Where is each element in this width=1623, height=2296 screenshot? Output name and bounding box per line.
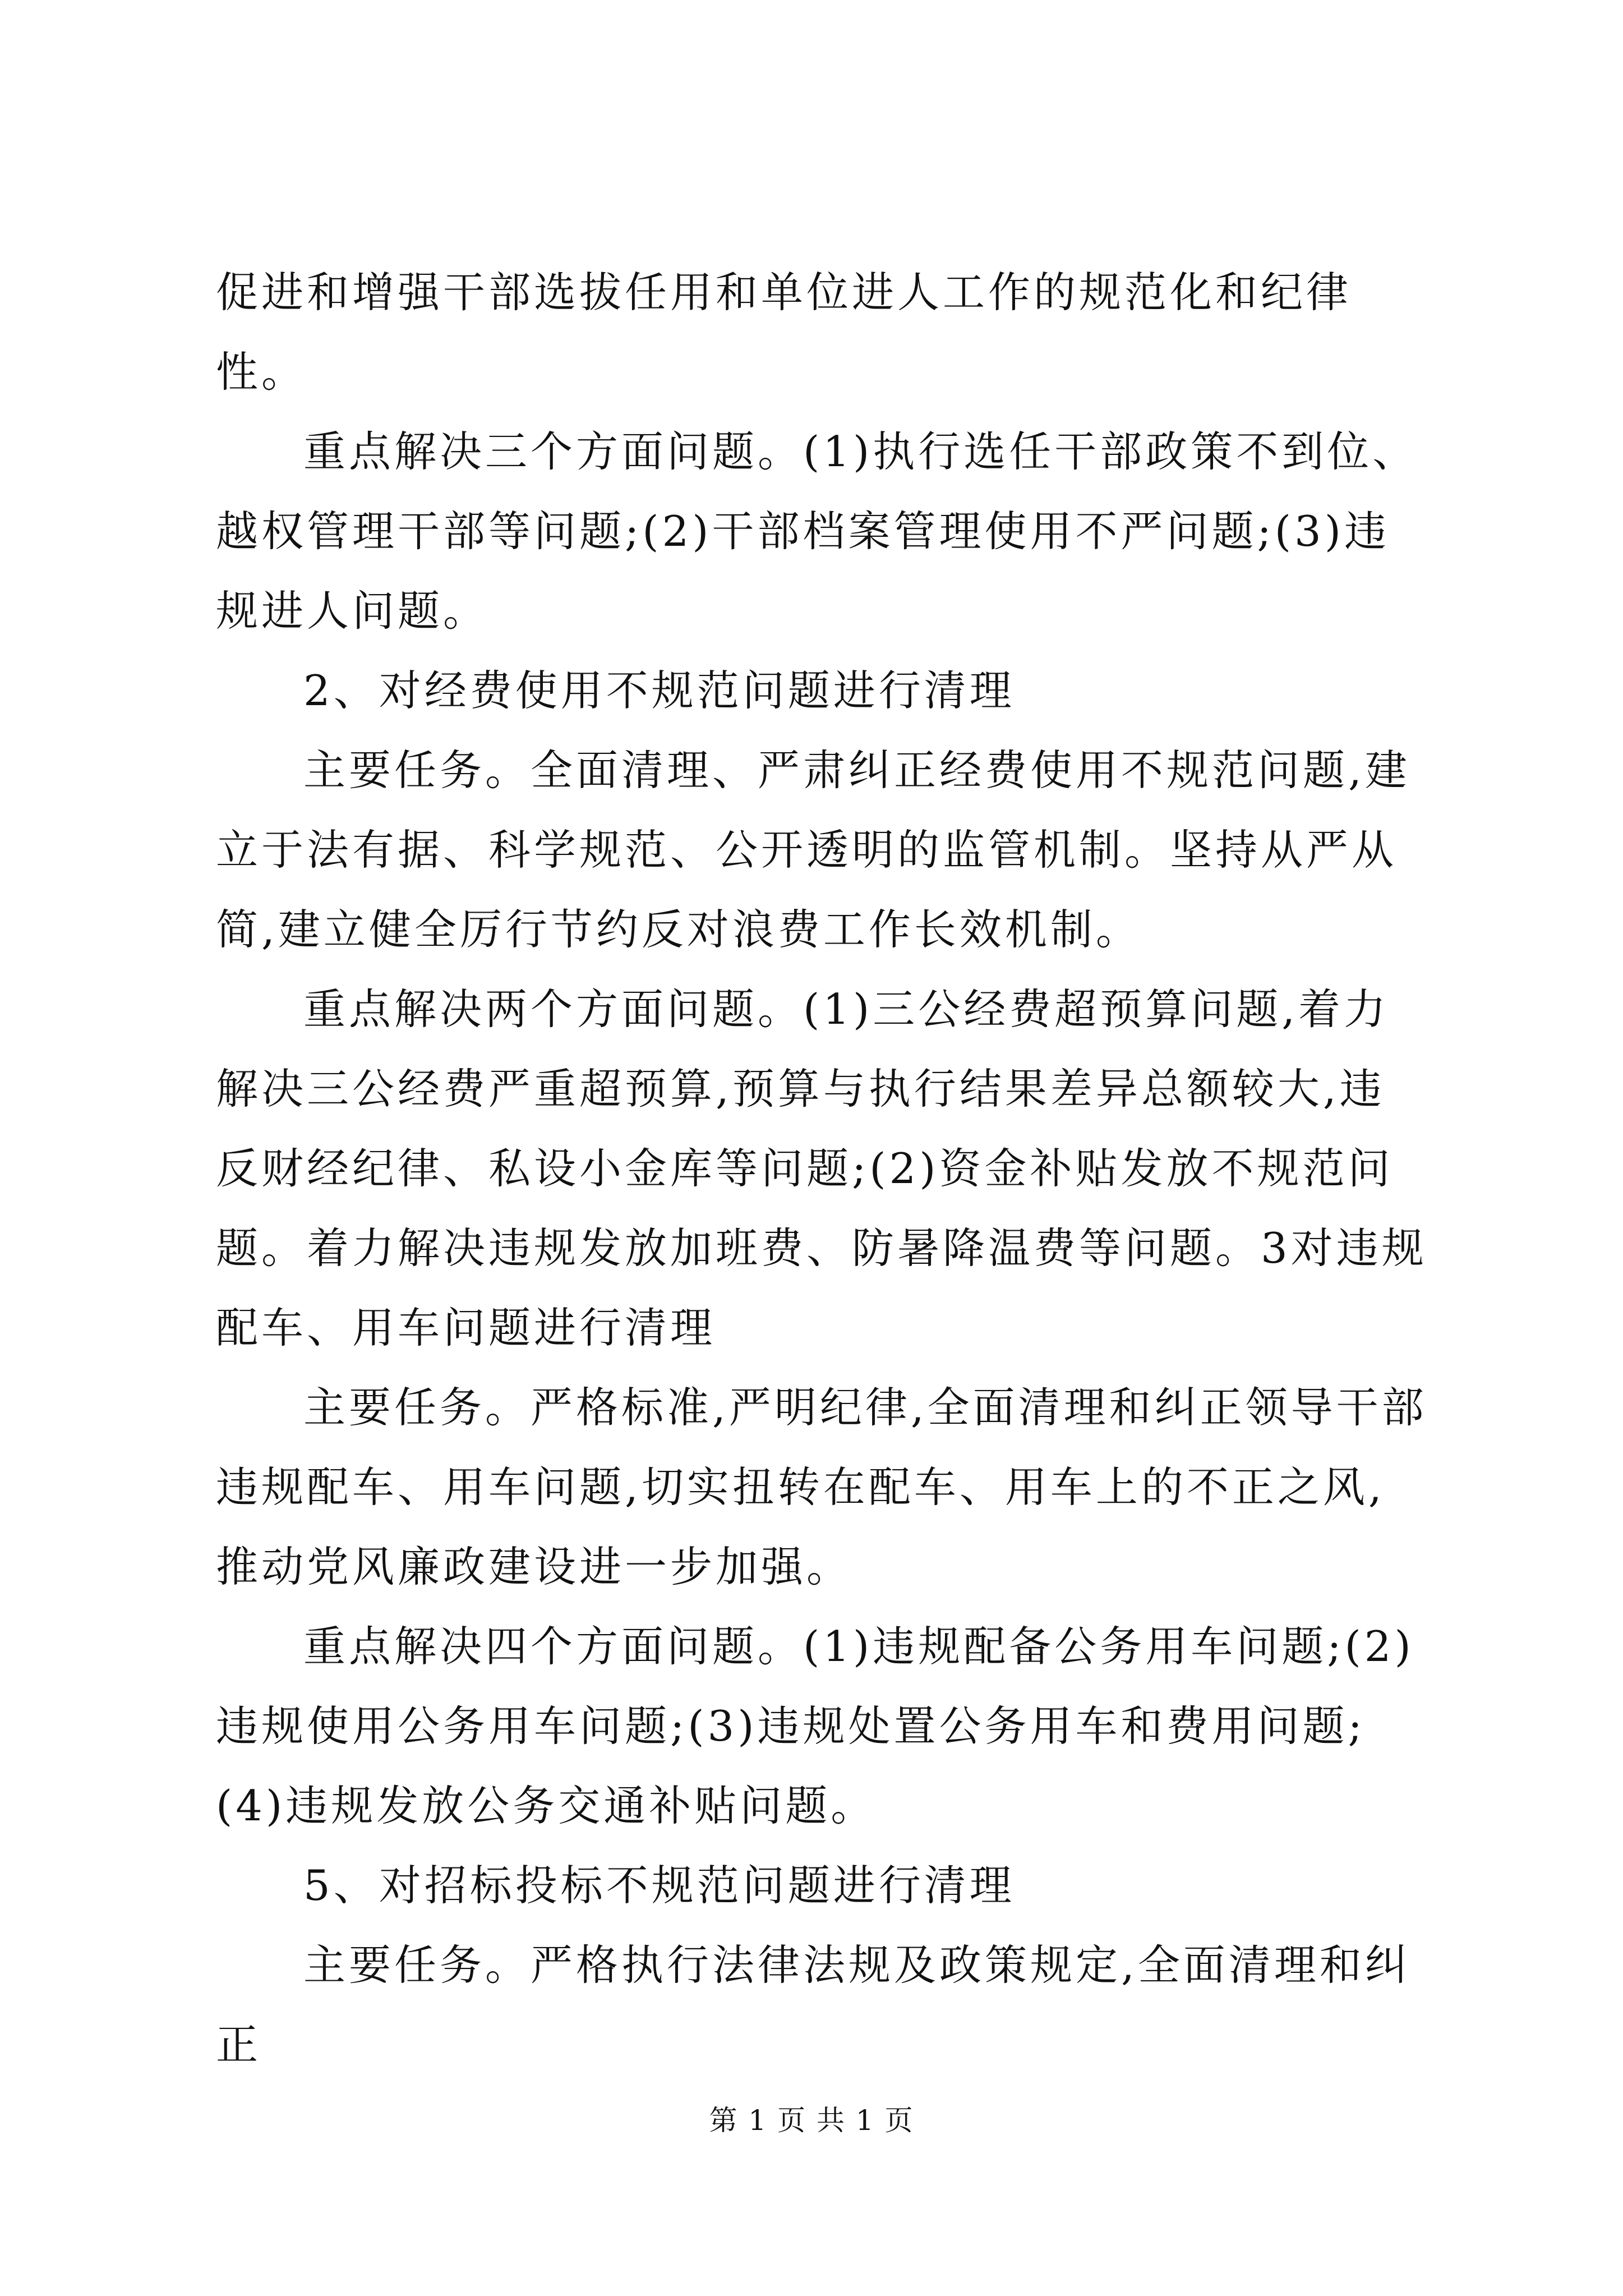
page-footer: 第 1 页 共 1 页: [709, 2104, 914, 2137]
paragraph-9: 主要任务。严格执行法律法规及政策规定,全面清理和纠正: [216, 1940, 1410, 2069]
paragraph-5: 重点解决两个方面问题。(1)三公经费超预算问题,着力解决三公经费严重超预算,预算与执行结果差异总额较大,违反财经纪律、私设小金库等问题;(2)资金补贴发放不规范问题。着力解决违规发放加班费、防暑降温费等问题。3对违规配车、用车问题进行清理: [216, 984, 1427, 1352]
section-heading-2: 2、对经费使用不规范问题进行清理: [303, 666, 1015, 715]
paragraph-7: 重点解决四个方面问题。(1)违规配备公务用车问题;(2)违规使用公务用车问题;(3)违规处置公务用车和费用问题;(4)违规发放公务交通补贴问题。: [216, 1622, 1414, 1830]
section-heading-5: 5、对招标投标不规范问题进行清理: [303, 1861, 1015, 1910]
paragraph-4: 主要任务。全面清理、严肃纠正经费使用不规范问题,建立于法有据、科学规范、公开透明的监管机制。坚持从严从简,建立健全厉行节约反对浪费工作长效机制。: [216, 746, 1410, 954]
document-body: [216, 252, 1427, 2085]
paragraph-2: 重点解决三个方面问题。(1)执行选任干部政策不到位、越权管理干部等问题;(2)干部档案管理使用不严问题;(3)违规进人问题。: [216, 427, 1418, 636]
paragraph-1: 促进和增强干部选拔任用和单位进人工作的规范化和纪律性。: [216, 268, 1352, 397]
paragraph-6: 主要任务。严格标准,严明纪律,全面清理和纠正领导干部违规配车、用车问题,切实扭转在配车、用车上的不正之风,推动党风廉政建设进一步加强。: [216, 1383, 1427, 1591]
